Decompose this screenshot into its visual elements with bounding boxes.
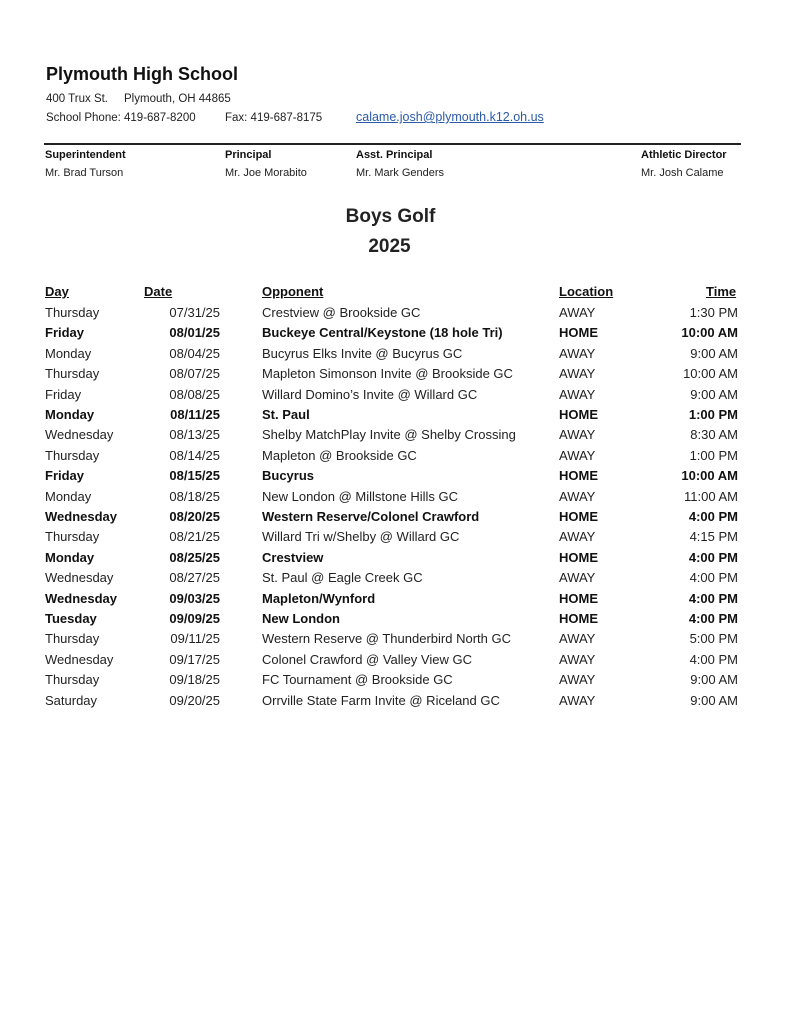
staff-name: Mr. Brad Turson (45, 167, 124, 179)
cell-opponent: Crestview (262, 549, 324, 565)
cell-day: Thursday (45, 672, 100, 688)
cell-time: 4:00 PM (689, 570, 738, 586)
cell-day: Thursday (45, 529, 100, 545)
cell-location: AWAY (559, 427, 596, 443)
cell-date: 08/11/25 (170, 407, 220, 422)
cell-time: 4:15 PM (689, 529, 738, 545)
cell-day: Wednesday (45, 427, 114, 443)
street-address: 400 Trux St. (46, 93, 109, 105)
cell-location: AWAY (559, 570, 596, 586)
cell-day: Thursday (45, 366, 100, 382)
staff-title: Athletic Director (641, 149, 727, 161)
cell-location: AWAY (559, 386, 596, 402)
cell-time: 4:00 PM (688, 509, 738, 524)
cell-date: 08/15/25 (169, 468, 220, 484)
staff-name: Mr. Mark Genders (356, 167, 445, 179)
cell-day: Thursday (45, 447, 100, 463)
cell-time: 4:00 PM (688, 590, 738, 606)
cell-day: Friday (45, 468, 85, 484)
cell-time: 9:00 AM (690, 672, 738, 688)
staff-athletic-director (641, 149, 727, 179)
cell-date: 09/09/25 (169, 611, 220, 626)
cell-opponent: Bucyrus Elks Invite @ Bucyrus GC (262, 345, 463, 361)
cell-time: 10:00 AM (681, 468, 738, 484)
cell-time: 1:00 PM (688, 407, 738, 422)
cell-time: 1:30 PM (689, 305, 738, 320)
cell-day: Wednesday (45, 509, 118, 524)
cell-time: 11:00 AM (684, 488, 738, 504)
cell-opponent: Shelby MatchPlay Invite @ Shelby Crossing (262, 427, 516, 443)
cell-opponent: Mapleton/Wynford (262, 590, 376, 606)
cell-day: Monday (45, 345, 92, 361)
cell-date: 08/13/25 (169, 427, 220, 443)
cell-time: 5:00 PM (689, 631, 738, 647)
staff-principal (225, 149, 307, 179)
cell-opponent: New London (262, 611, 340, 626)
cell-time: 10:00 AM (681, 325, 738, 341)
cell-time: 1:00 PM (689, 447, 738, 463)
cell-opponent: St. Paul @ Eagle Creek GC (262, 570, 423, 586)
cell-date: 09/20/25 (169, 692, 220, 708)
cell-day: Monday (45, 549, 95, 565)
school-address (46, 93, 231, 105)
staff-title: Asst. Principal (356, 149, 433, 161)
cell-location: HOME (559, 468, 598, 484)
column-header-date: Date (144, 284, 173, 299)
table-row (0, 693, 791, 713)
cell-day: Saturday (45, 692, 98, 708)
cell-opponent: FC Tournament @ Brookside GC (262, 672, 453, 688)
cell-location: HOME (559, 611, 598, 626)
cell-opponent: Orrville State Farm Invite @ Riceland GC (262, 692, 500, 708)
cell-time: 4:00 PM (689, 651, 738, 667)
table-row (0, 652, 791, 672)
cell-opponent: Willard Domino’s Invite @ Willard GC (262, 386, 478, 402)
cell-date: 08/20/25 (169, 509, 220, 524)
table-row (0, 611, 791, 631)
cell-location: HOME (559, 590, 598, 606)
school-phone: School Phone: 419-687-8200 (46, 112, 196, 124)
staff-title: Superintendent (45, 149, 126, 161)
cell-opponent: Mapleton Simonson Invite @ Brookside GC (262, 366, 513, 382)
cell-date: 09/18/25 (169, 672, 220, 688)
cell-opponent: New London @ Millstone Hills GC (262, 488, 458, 504)
header-divider (44, 143, 741, 145)
table-row (0, 468, 791, 488)
cell-date: 08/01/25 (169, 325, 220, 341)
table-row (0, 325, 791, 345)
cell-location: AWAY (559, 651, 596, 667)
table-row (0, 550, 791, 570)
cell-location: AWAY (559, 672, 596, 688)
column-header-day: Day (45, 284, 69, 299)
cell-opponent: Bucyrus (262, 468, 315, 484)
cell-date: 09/17/25 (169, 651, 220, 667)
cell-opponent: Mapleton @ Brookside GC (262, 447, 417, 463)
table-row (0, 529, 791, 549)
cell-opponent: Western Reserve/Colonel Crawford (262, 509, 480, 524)
cell-date: 07/31/25 (169, 305, 220, 320)
cell-location: AWAY (559, 631, 596, 647)
table-row (0, 305, 791, 325)
staff-name: Mr. Josh Calame (641, 167, 724, 179)
city-state-zip: Plymouth, OH 44865 (124, 93, 231, 105)
cell-location: AWAY (559, 345, 596, 361)
cell-location: HOME (559, 549, 598, 565)
email-link[interactable]: calame.josh@plymouth.k12.oh.us (356, 110, 544, 124)
table-row (0, 570, 791, 590)
cell-day: Friday (45, 325, 85, 341)
school-fax: Fax: 419-687-8175 (225, 112, 323, 124)
cell-location: AWAY (559, 692, 596, 708)
cell-opponent: Willard Tri w/Shelby @ Willard GC (262, 529, 460, 545)
cell-date: 08/27/25 (169, 570, 220, 586)
cell-location: HOME (559, 407, 598, 422)
cell-time: 9:00 AM (690, 692, 738, 708)
cell-date: 09/11/25 (170, 631, 220, 647)
table-row (0, 509, 791, 529)
cell-opponent: Western Reserve @ Thunderbird North GC (262, 631, 511, 647)
table-row (0, 631, 791, 651)
cell-day: Monday (45, 407, 95, 422)
column-header-location: Location (559, 284, 614, 299)
cell-day: Thursday (45, 631, 100, 647)
cell-location: AWAY (559, 447, 596, 463)
cell-time: 9:00 AM (690, 345, 738, 361)
cell-date: 08/14/25 (169, 447, 220, 463)
cell-day: Thursday (45, 305, 100, 320)
table-row (0, 448, 791, 468)
cell-day: Wednesday (45, 570, 114, 586)
cell-opponent: Crestview @ Brookside GC (262, 305, 421, 320)
cell-location: HOME (559, 509, 598, 524)
cell-location: HOME (559, 325, 598, 341)
table-row (0, 427, 791, 447)
cell-date: 08/04/25 (169, 345, 220, 361)
staff-asst-principal (356, 149, 444, 179)
cell-day: Wednesday (45, 651, 114, 667)
cell-time: 4:00 PM (688, 549, 738, 565)
column-header-time: Time (706, 284, 737, 299)
table-row (0, 672, 791, 692)
staff-superintendent (45, 149, 126, 179)
cell-location: AWAY (559, 488, 596, 504)
cell-day: Friday (45, 386, 82, 402)
cell-date: 08/21/25 (169, 529, 220, 545)
schedule-title: Boys Golf (345, 206, 436, 227)
cell-date: 08/18/25 (169, 488, 220, 504)
staff-title: Principal (225, 149, 272, 161)
cell-location: AWAY (559, 305, 596, 320)
cell-date: 09/03/25 (169, 590, 220, 606)
table-row (0, 591, 791, 611)
cell-day: Wednesday (45, 590, 118, 606)
table-row (0, 407, 791, 427)
cell-time: 10:00 AM (683, 366, 738, 382)
cell-day: Monday (45, 488, 92, 504)
column-header-opponent: Opponent (262, 284, 324, 299)
cell-date: 08/25/25 (169, 549, 220, 565)
cell-time: 8:30 AM (690, 427, 738, 443)
cell-day: Tuesday (45, 611, 97, 626)
table-row (0, 387, 791, 407)
table-row (0, 366, 791, 386)
cell-opponent: Colonel Crawford @ Valley View GC (262, 651, 472, 667)
cell-time: 4:00 PM (688, 611, 738, 626)
cell-date: 08/07/25 (169, 366, 220, 382)
cell-opponent: St. Paul (262, 407, 310, 422)
table-row (0, 346, 791, 366)
cell-time: 9:00 AM (690, 386, 738, 402)
staff-name: Mr. Joe Morabito (225, 167, 307, 179)
cell-date: 08/08/25 (169, 386, 220, 402)
school-name: Plymouth High School (46, 64, 238, 84)
cell-location: AWAY (559, 366, 596, 382)
table-row (0, 489, 791, 509)
schedule-year: 2025 (368, 236, 411, 257)
cell-location: AWAY (559, 529, 596, 545)
cell-opponent: Buckeye Central/Keystone (18 hole Tri) (262, 325, 503, 341)
